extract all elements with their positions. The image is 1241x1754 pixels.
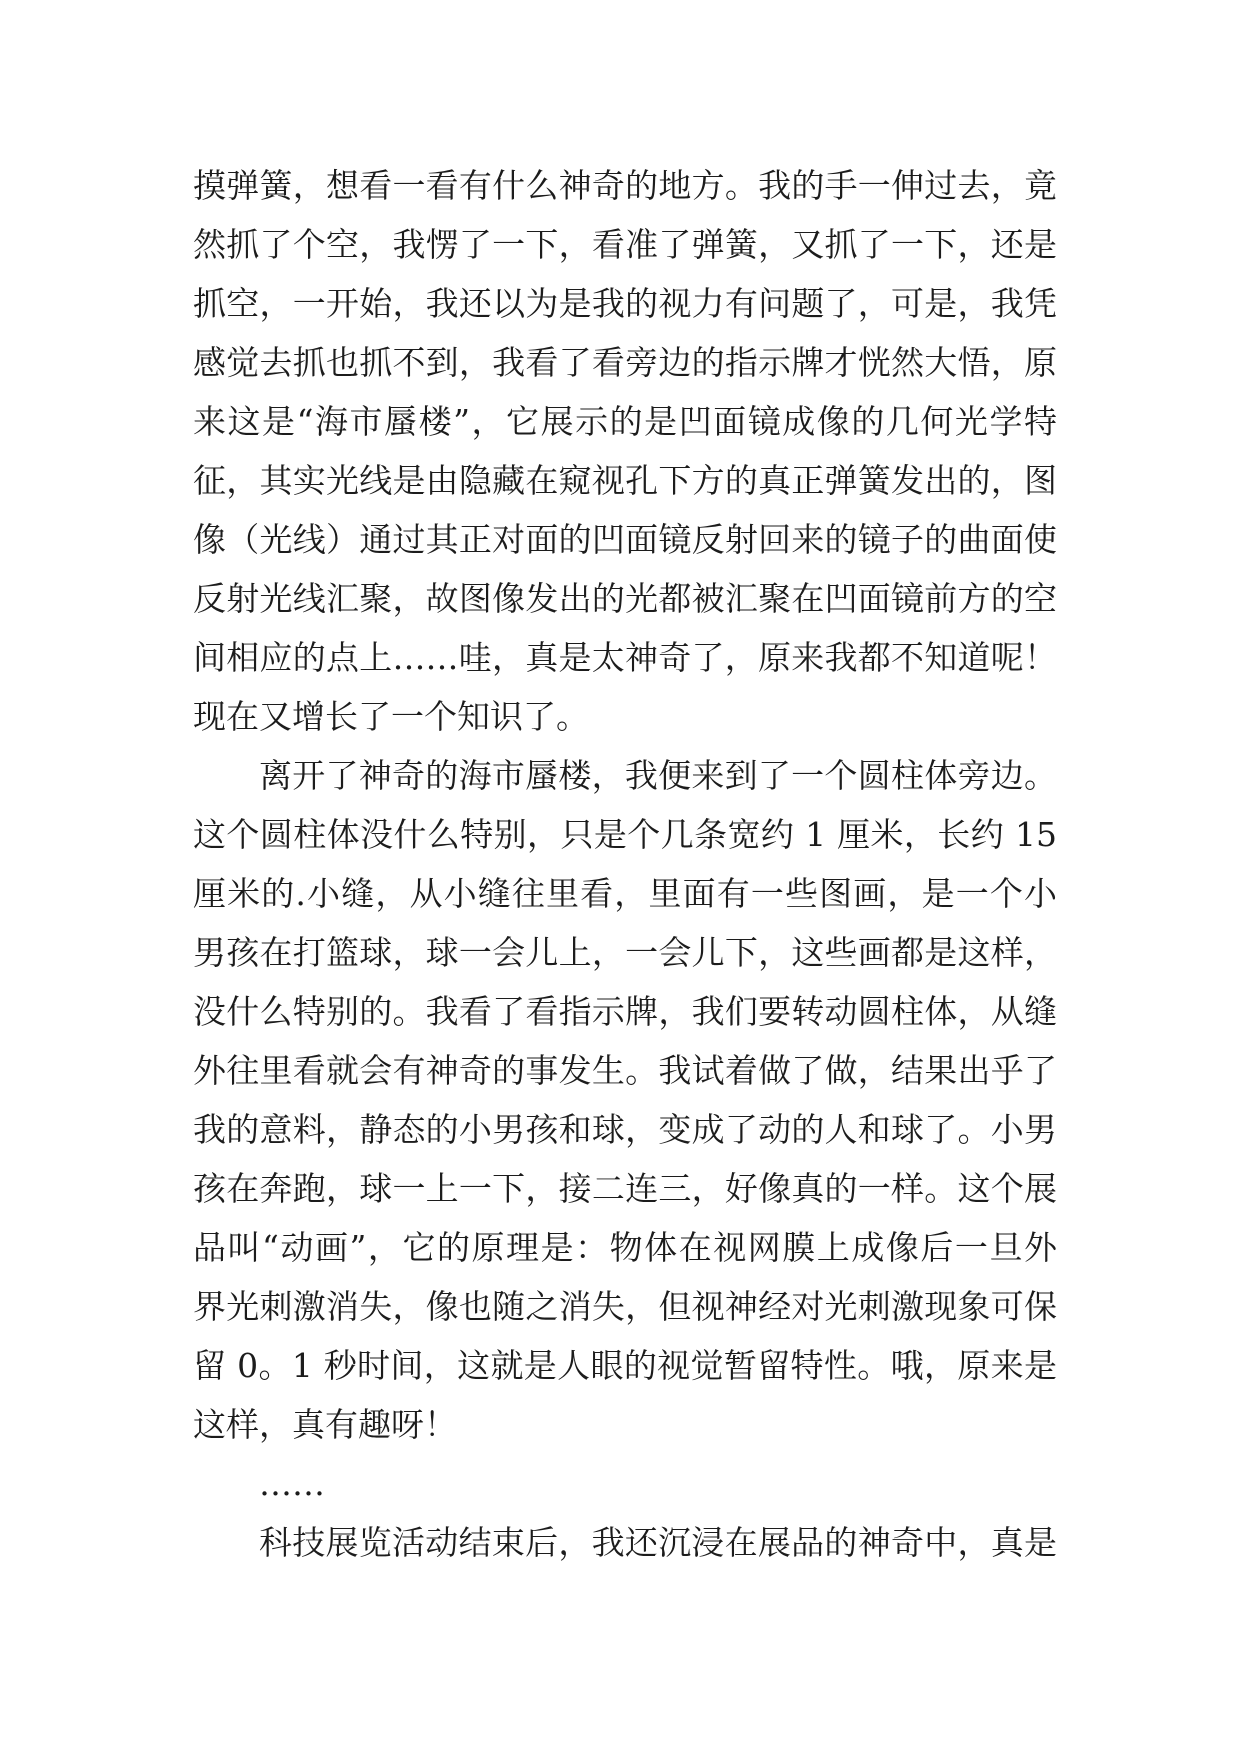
text-line: 留 0。1 秒时间，这就是人眼的视觉暂留特性。哦，原来是 [193, 1346, 1057, 1385]
text-line: 孩在奔跑，球一上一下，接二连三，好像真的一样。这个展 [193, 1169, 1057, 1208]
text-line: 外往里看就会有神奇的事发生。我试着做了做，结果出乎了 [193, 1051, 1057, 1090]
text-line: 离开了神奇的海市蜃楼，我便来到了一个圆柱体旁边。 [259, 756, 1057, 795]
paragraph-1 [193, 156, 1057, 746]
text-line: 抓空，一开始，我还以为是我的视力有问题了，可是，我凭 [193, 284, 1057, 323]
text-line: 厘米的.小缝，从小缝往里看，里面有一些图画，是一个小 [193, 874, 1057, 913]
paragraph-3 [193, 1513, 1057, 1572]
text-line: 我的意料，静态的小男孩和球，变成了动的人和球了。小男 [193, 1110, 1057, 1149]
text-line: 间相应的点上……哇，真是太神奇了，原来我都不知道呢！ [193, 638, 1057, 677]
text-line: 反射光线汇聚，故图像发出的光都被汇聚在凹面镜前方的空 [193, 579, 1057, 618]
text-line: 没什么特别的。我看了看指示牌，我们要转动圆柱体，从缝 [193, 992, 1057, 1031]
text-line: …… [259, 1464, 325, 1503]
text-line: 然抓了个空，我愣了一下，看准了弹簧，又抓了一下，还是 [193, 225, 1057, 264]
text-line: 征，其实光线是由隐藏在窥视孔下方的真正弹簧发出的，图 [193, 461, 1057, 500]
text-line: 男孩在打篮球，球一会儿上，一会儿下，这些画都是这样， [193, 933, 1057, 972]
text-line: 摸弹簧，想看一看有什么神奇的地方。我的手一伸过去，竟 [193, 166, 1057, 205]
text-line: 这个圆柱体没什么特别，只是个几条宽约 1 厘米，长约 15 [193, 815, 1057, 854]
text-line: 感觉去抓也抓不到，我看了看旁边的指示牌才恍然大悟，原 [193, 343, 1057, 382]
text-line: 这样，真有趣呀！ [193, 1405, 457, 1444]
text-line: 现在又增长了一个知识了。 [193, 697, 589, 736]
text-line: 科技展览活动结束后，我还沉浸在展品的神奇中，真是 [259, 1523, 1057, 1562]
paragraph-2 [193, 746, 1057, 1454]
text-line: 界光刺激消失，像也随之消失，但视神经对光刺激现象可保 [193, 1287, 1057, 1326]
text-line: 像（光线）通过其正对面的凹面镜反射回来的镜子的曲面使 [193, 520, 1057, 559]
document-body [193, 156, 1057, 1572]
paragraph-ellipsis [193, 1454, 1057, 1513]
text-line: 品叫“动画”，它的原理是：物体在视网膜上成像后一旦外 [193, 1228, 1057, 1267]
text-line: 来这是“海市蜃楼”，它展示的是凹面镜成像的几何光学特 [193, 402, 1057, 441]
